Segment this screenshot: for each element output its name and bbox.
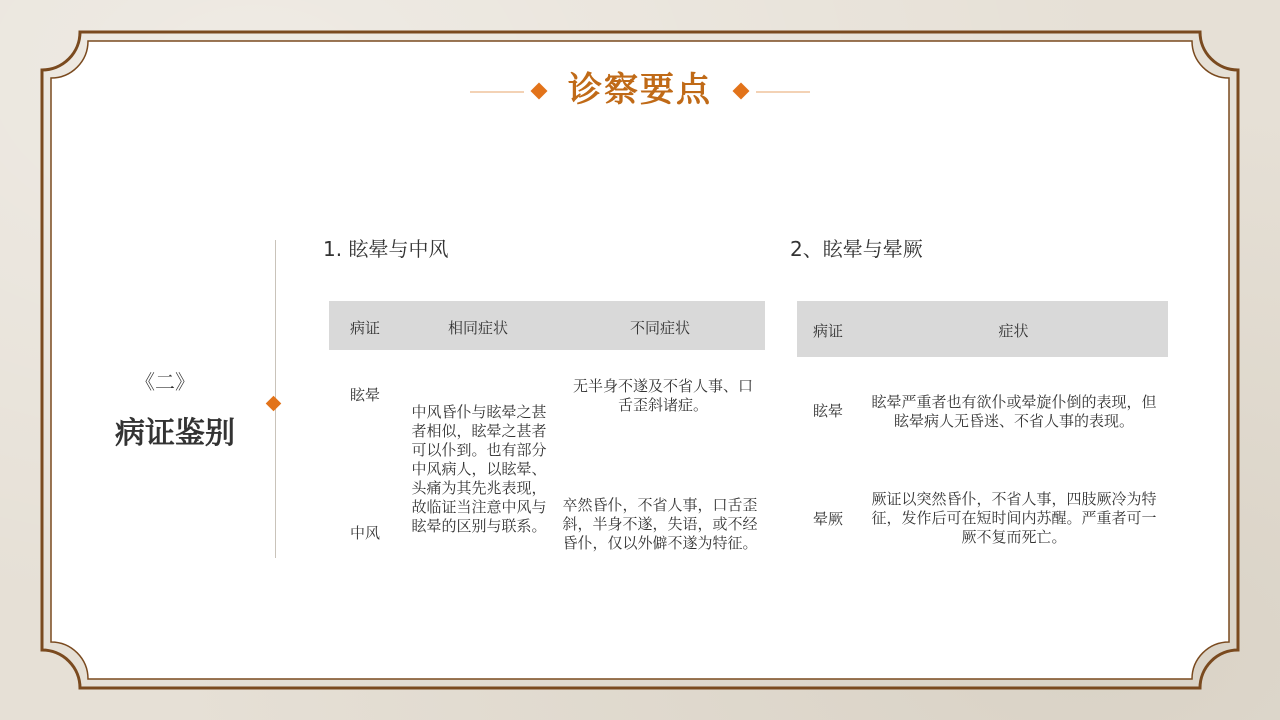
header-disease: 病证 xyxy=(812,322,843,340)
section2-table-header xyxy=(797,301,1168,357)
row-stroke-different: 卒然昏仆，不省人事，口舌歪斜，半身不遂，失语，或不经昏仆，仅以外僻不遂为特征。 xyxy=(562,496,758,552)
header-same: 相同症状 xyxy=(447,319,508,337)
section1-table-header xyxy=(329,301,765,350)
page-title: 诊察要点 xyxy=(568,70,712,110)
row-vertigo-different: 无半身不遂及不省人事、口舌歪斜诸症。 xyxy=(572,377,753,414)
row-syncope-name: 晕厥 xyxy=(812,510,843,528)
row-vertigo-symptoms: 眩晕严重者也有欲仆或晕旋仆倒的表现，但眩晕病人无昏迷、不省人事的表现。 xyxy=(871,393,1157,430)
row-vertigo-name: 眩晕 xyxy=(349,386,380,404)
title-bar xyxy=(0,66,1280,118)
row-same-symptoms: 中风昏仆与眩晕之甚者相似，眩晕之甚者可以仆到。也有部分中风病人，以眩晕、头痛为其先兆表现，故临证当注意中风与眩晕的区别与联系。 xyxy=(411,403,547,535)
row-syncope-symptoms: 厥证以突然昏仆，不省人事，四肢厥冷为特征，发作后可在短时间内苏醒。严重者可一厥不复而死亡。 xyxy=(871,490,1157,546)
header-symptoms: 症状 xyxy=(998,322,1029,340)
header-different: 不同症状 xyxy=(629,319,690,337)
row-vertigo-name: 眩晕 xyxy=(812,402,843,420)
row-stroke-name: 中风 xyxy=(349,524,380,542)
header-disease: 病证 xyxy=(349,319,380,337)
section2-title: 2、眩晕与晕厥 xyxy=(790,237,923,261)
section1-title: 1. 眩晕与中风 xyxy=(323,237,449,261)
left-label-main: 病证鉴别 xyxy=(115,416,235,451)
left-label-sub: 《二》 xyxy=(135,370,195,394)
